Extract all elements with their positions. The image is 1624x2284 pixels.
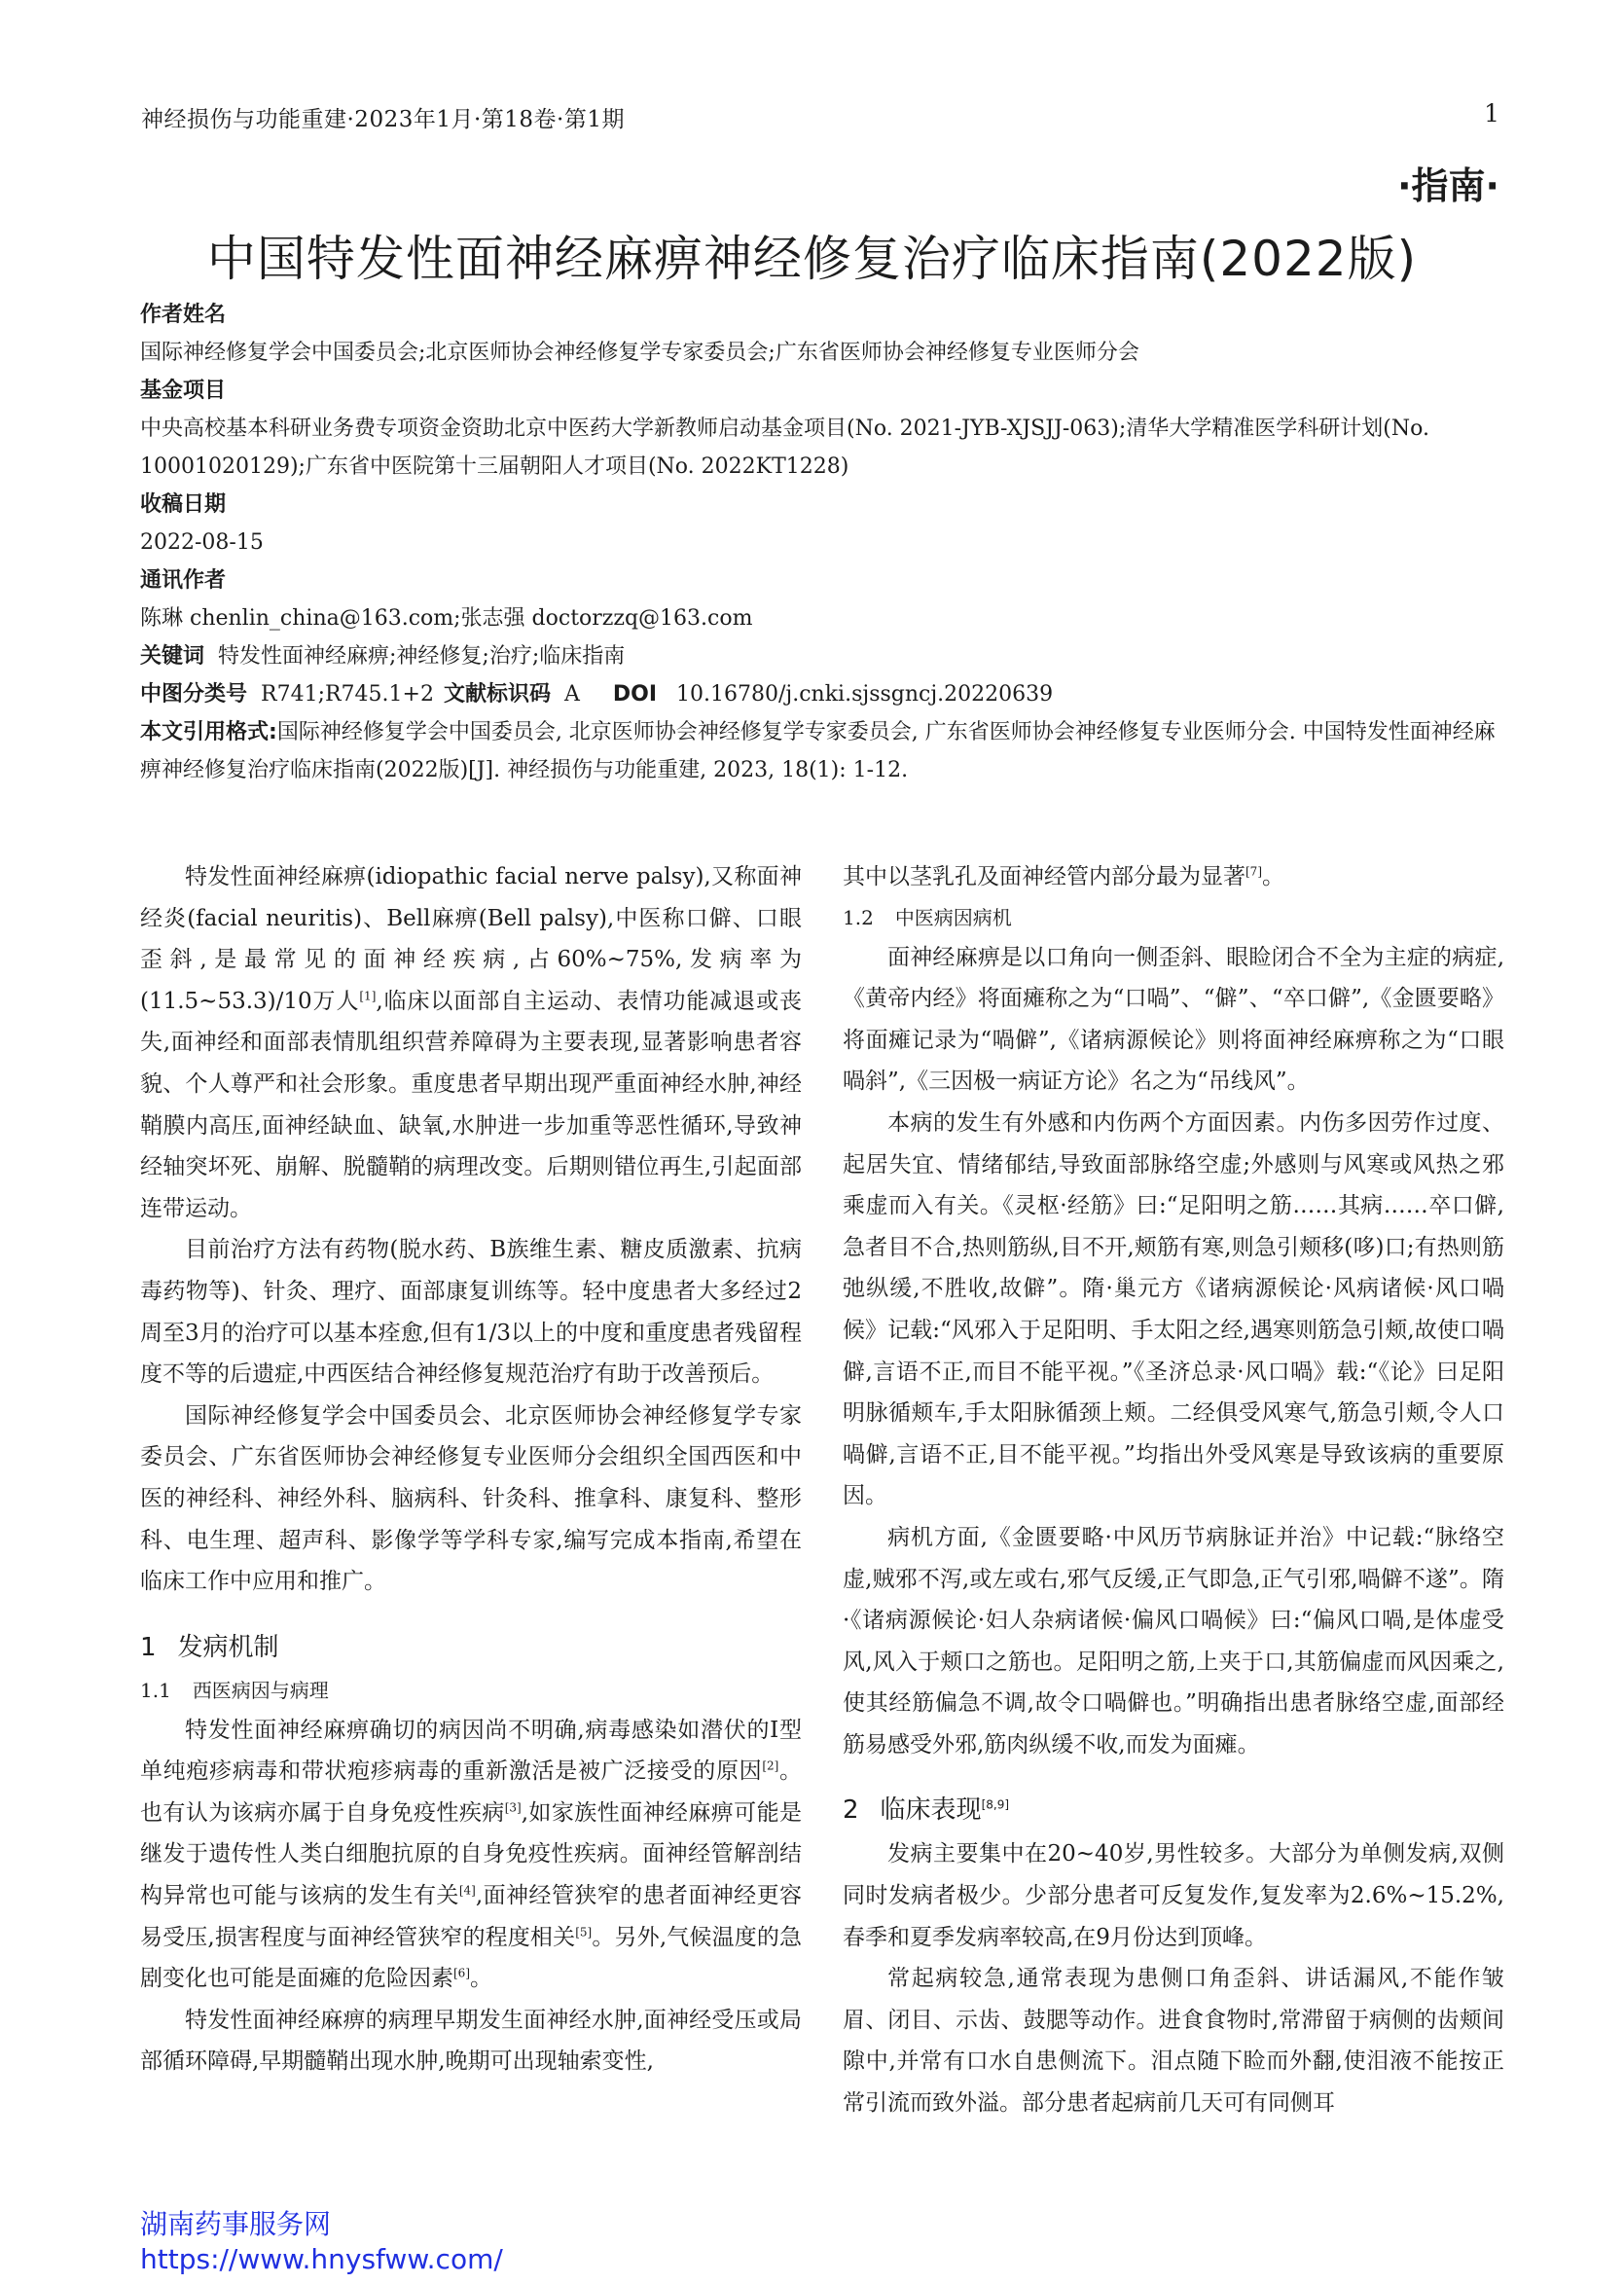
fund-label: 基金项目: [140, 379, 227, 403]
paragraph: 病机方面,《金匮要略·中风历节病脉证并治》中记载:“脉络空虚,贼邪不泻,或左或右,邪气反缓,正气即急,正气引邪,喎僻不遂”。隋·《诸病源候论·妇人杂病诸候·偏风口喎候》曰:“偏风口喎,是体虚受风,风入于颊口之筋也。足阳明之筋,上夹于口,其筋偏虚而风因乘之,使其经筋偏急不调,故令口喎僻也。”明确指出患者脉络空虚,面部经筋易感受外邪,筋肉纵缓不收,而发为面瘫。: [843, 1524, 1504, 1758]
citation-ref[interactable]: [7]: [1245, 864, 1262, 879]
author-value: 国际神经修复学会中国委员会;北京医师协会神经修复学专家委员会;广东省医师协会神经修复专业医师分会: [140, 341, 1139, 365]
running-head: 神经损伤与功能重建·2023年1月·第18卷·第1期: [141, 107, 625, 132]
doc-code-value: A: [563, 682, 580, 707]
citation-ref[interactable]: [2]: [762, 1758, 779, 1773]
paragraph: 国际神经修复学会中国委员会、北京医师协会神经修复学专家委员会、广东省医师协会神经修复专业医师分会组织全国西医和中医的神经科、神经外科、脑病科、针灸科、推拿科、康复科、整形科、电生理、超声科、影像学等学科专家,编写完成本指南,希望在临床工作中应用和推广。: [140, 1402, 802, 1595]
citation-label: 本文引用格式:: [140, 720, 277, 744]
watermark-url[interactable]: https://www.hnysfww.com/: [140, 2243, 503, 2275]
citation-ref[interactable]: [1]: [359, 989, 377, 1003]
received-label: 收稿日期: [140, 492, 227, 517]
author-label: 作者姓名: [140, 303, 227, 327]
front-matter: [140, 296, 1502, 789]
keywords-row: [140, 637, 1502, 675]
section-heading: 2 临床表现[8,9]: [843, 1795, 1010, 1826]
left-column: [140, 856, 802, 2083]
doi-value[interactable]: 10.16780/j.cnki.sjssgncj.20220639: [676, 682, 1054, 707]
corresponding-value: 陈琳 chenlin_china@163.com;张志强 doctorzzq@163.com: [140, 606, 753, 631]
citation-value: 国际神经修复学会中国委员会, 北京医师协会神经修复学专家委员会, 广东省医师协会神经修复专业医师分会. 中国特发性面神经麻痹神经修复治疗临床指南(2022版)[J]. 神经损伤与功能重建, 2023, 18(1): 1-12.: [140, 720, 1496, 782]
paragraph: 常起病较急,通常表现为患侧口角歪斜、讲话漏风,不能作皱眉、闭目、示齿、鼓腮等动作。进食食物时,常滞留于病侧的齿颊间隙中,并常有口水自患侧流下。泪点随下睑而外翻,使泪液不能按正常引流而致外溢。部分患者起病前几天可有同侧耳: [843, 1966, 1504, 2117]
citation-ref[interactable]: [4]: [458, 1883, 476, 1898]
section-tag: ·指南·: [1397, 164, 1499, 207]
clc-value: R741;R745.1+2: [261, 682, 434, 707]
received-value: 2022-08-15: [140, 530, 264, 555]
section-heading: 1 发病机制: [140, 1632, 279, 1662]
clc-label: 中图分类号: [140, 682, 248, 707]
citation-block: [140, 713, 1502, 789]
subsection-heading: 1.1 西医病因与病理: [140, 1678, 329, 1702]
paragraph: 发病主要集中在20~40岁,男性较多。大部分为单侧发病,双侧同时发病者极少。少部分患者可反复发作,复发率为2.6%~15.2%,春季和夏季发病率较高,在9月份达到顶峰。: [843, 1841, 1504, 1950]
keywords-value: 特发性面神经麻痹;神经修复;治疗;临床指南: [218, 644, 626, 669]
watermark[interactable]: [140, 2207, 503, 2277]
watermark-site-name: 湖南药事服务网: [140, 2208, 332, 2240]
subsection-heading: 1.2 中医病因病机: [843, 905, 1012, 929]
paragraph: 本病的发生有外感和内伤两个方面因素。内伤多因劳作过度、起居失宜、情绪郁结,导致面部脉络空虚;外感则与风寒或风热之邪乘虚而入有关。《灵枢·经筋》曰:“足阳明之筋……其病……卒口僻,急者目不合,热则筋纵,目不开,颊筋有寒,则急引颊移(哆)口;有热则筋弛纵缓,不胜收,故僻”。隋·巢元方《诸病源候论·风病诸候·风口喎候》记载:“风邪入于足阳明、手太阳之经,遇寒则筋急引颊,故使口喎僻,言语不正,而目不能平视。”《圣济总录·风口喎》载:“《论》曰足阳明脉循颊车,手太阳脉循颈上颊。二经俱受风寒气,筋急引颊,令人口喎僻,言语不正,目不能平视。”均指出外受风寒是导致该病的重要原因。: [843, 1109, 1504, 1509]
citation-ref[interactable]: [8,9]: [981, 1797, 1010, 1812]
citation-ref[interactable]: [5]: [575, 1925, 593, 1939]
paragraph: 面神经麻痹是以口角向一侧歪斜、眼睑闭合不全为主症的病症,《黄帝内经》将面瘫称之为“口喎”、“僻”、“卒口僻”,《金匮要略》将面瘫记录为“喎僻”,《诸病源候论》则将面神经麻痹称之为“口眼喎斜”,《三因极一病证方论》名之为“吊线风”。: [843, 944, 1504, 1095]
citation-ref[interactable]: [6]: [453, 1966, 470, 1980]
article-title: 中国特发性面神经麻痹神经修复治疗临床指南(2022版): [206, 231, 1418, 287]
keywords-label: 关键词: [140, 644, 205, 669]
paragraph: 目前治疗方法有药物(脱水药、B族维生素、糖皮质激素、抗病毒药物等)、针灸、理疗、面部康复训练等。轻中度患者大多经过2周至3月的治疗可以基本痊愈,但有1/3以上的中度和重度患者残留程度不等的后遗症,中西医结合神经修复规范治疗有助于改善预后。: [140, 1237, 802, 1388]
corresponding-label: 通讯作者: [140, 568, 227, 593]
classification-row: [140, 675, 1502, 713]
page-number: 1: [1484, 99, 1499, 127]
fund-value: 中央高校基本科研业务费专项资金资助北京中医药大学新教师启动基金项目(No. 2021-JYB-XJSJJ-063);清华大学精准医学科研计划(No. 10001020129);广东省中医院第十三届朝阳人才项目(No. 2022KT1228): [140, 417, 1429, 479]
paragraph: 其中以茎乳孔及面神经管内部分最为显著[7]。: [843, 864, 1284, 889]
right-column: [843, 856, 1504, 2124]
citation-ref[interactable]: [3]: [504, 1800, 522, 1815]
paragraph: 特发性面神经麻痹的病理早期发生面神经水肿,面神经受压或局部循环障碍,早期髓鞘出现水肿,晚期可出现轴索变性,: [140, 2007, 802, 2075]
doc-code-label: 文献标识码: [443, 682, 551, 707]
doi-label: DOI: [612, 682, 658, 707]
paragraph: 特发性面神经麻痹(idiopathic facial nerve palsy),又称面神经炎(facial neuritis)、Bell麻痹(Bell palsy),中医称口僻、口眼歪斜,是最常见的面神经疾病,占60%~75%,发病率为(11.5~53.3)/10万人[1],临床以面部自主运动、表情功能减退或丧失,面神经和面部表情肌组织营养障碍为主要表现,显著影响患者容貌、个人尊严和社会形象。重度患者早期出现严重面神经水肿,神经鞘膜内高压,面神经缺血、缺氧,水肿进一步加重等恶性循环,导致神经轴突坏死、崩解、脱髓鞘的病理改变。后期则错位再生,引起面部连带运动。: [140, 864, 802, 1221]
paragraph: 特发性面神经麻痹确切的病因尚不明确,病毒感染如潜伏的I型单纯疱疹病毒和带状疱疹病毒的重新激活是被广泛接受的原因[2]。也有认为该病亦属于自身免疫性疾病[3],如家族性面神经麻痹可能是继发于遗传性人类白细胞抗原的自身免疫性疾病。面神经管解剖结构异常也可能与该病的发生有关[4],面神经管狭窄的患者面神经更容易受压,损害程度与面神经管狭窄的程度相关[5]。另外,气候温度的急剧变化也可能是面瘫的危险因素[6]。: [140, 1717, 803, 1992]
